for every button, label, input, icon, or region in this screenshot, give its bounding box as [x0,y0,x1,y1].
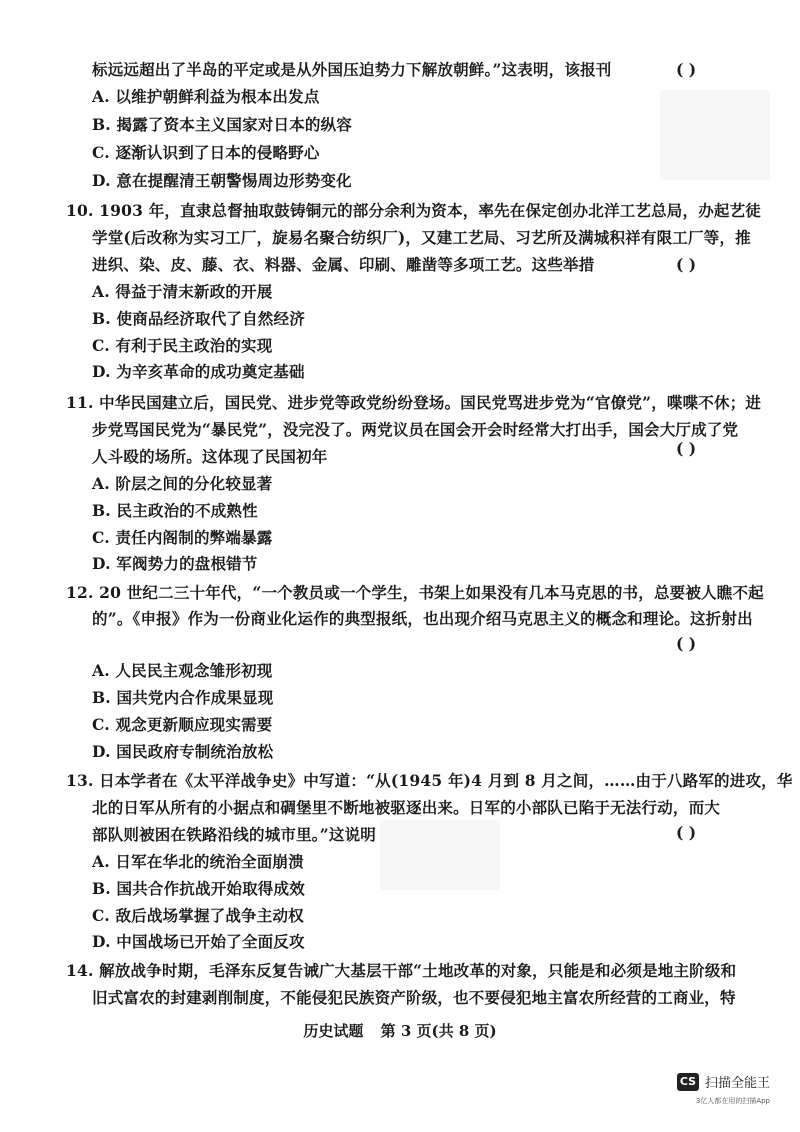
q13-option-c: C. 敌后战场掌握了战争主动权 [92,906,304,925]
q10-option-c: C. 有利于民主政治的实现 [92,336,273,355]
q9-option-c: C. 逐渐认识到了日本的侵略野心 [92,143,320,162]
q11-option-a: A. 阶层之间的分化较显著 [92,474,273,493]
q10-stem-line-2: 学堂(后改称为实习工厂，旋易名聚合纺织厂)，又建工艺局、习艺所及满城积祥有限工厂等，推 [92,228,751,247]
q11-stem-line-2: 步党骂国民党为“暴民党”，没完没了。两党议员在国会开会时经常大打出手，国会大厅成了党 [92,420,739,439]
q12-stem-line-1: 12. 20 世纪二三十年代，“一个教员或一个学生，书架上如果没有几本马克思的书，总要被人瞧不起 [66,583,764,602]
q12-option-c: C. 观念更新顺应现实需要 [92,715,273,734]
q13-option-a: A. 日军在华北的统治全面崩溃 [92,852,304,871]
q13-option-d: D. 中国战场已开始了全面反攻 [92,932,305,951]
watermark-title: 扫描全能王 [704,1076,770,1091]
q10-option-a: A. 得益于清末新政的开展 [92,282,273,301]
q13-option-b: B. 国共合作抗战开始取得成效 [92,879,305,898]
footer-subject: 历史试题 [303,1022,364,1040]
q11-option-b: B. 民主政治的不成熟性 [92,501,258,520]
q11-answer-paren: ( ) [676,439,697,458]
q9-option-a: A. 以维护朝鲜利益为根本出发点 [92,87,320,106]
q13-stem-line-3: 部队则被困在铁路沿线的城市里。”这说明 [92,825,376,844]
q10-answer-paren: ( ) [676,255,697,274]
q9-option-b: B. 揭露了资本主义国家对日本的纵容 [92,115,352,134]
q9-answer-paren: ( ) [676,60,697,79]
q11-stem-line-1: 11. 中华民国建立后，国民党、进步党等政党纷纷登场。国民党骂进步党为“官僚党”，喋喋不休；进 [66,393,762,412]
page-footer [0,1020,800,1041]
watermark-subtitle: 3亿人都在用的扫描App [695,1097,770,1105]
q10-stem-line-3: 进织、染、皮、藤、衣、料器、金属、印刷、雕凿等多项工艺。这些举措 [92,255,595,274]
q9-option-d: D. 意在提醒清王朝警惕周边形势变化 [92,171,352,190]
q10-option-b: B. 使商品经济取代了自然经济 [92,309,305,328]
footer-page-number: 第 3 页(共 8 页) [380,1022,497,1040]
q12-stem-line-2: 的”。《申报》作为一份商业化运作的典型报纸，也出现介绍马克思主义的概念和理论。这折射出 [92,609,753,628]
scanner-watermark [677,1072,770,1091]
q10-option-d: D. 为辛亥革命的成功奠定基础 [92,362,305,381]
q13-stem-line-1: 13. 日本学者在《太平洋战争史》中写道：“从(1945 年)4 月到 8 月之间，……由于八路军的进攻，华 [66,771,793,790]
q11-option-d: D. 军阀势力的盘根错节 [92,554,258,573]
q11-stem-line-3: 人斗殴的场所。这体现了民国初年 [92,447,328,466]
q14-stem-line-1: 14. 解放战争时期，毛泽东反复告诫广大基层干部“土地改革的对象，只能是和必须是地主阶级和 [66,961,737,980]
q9-stem-line: 标远远超出了半岛的平定或是从外国压迫势力下解放朝鲜。”这表明，该报刊 [92,60,612,79]
camscanner-logo-icon: CS [677,1073,699,1091]
q14-stem-line-2: 旧式富农的封建剥削制度，不能侵犯民族资产阶级，也不要侵犯地主富农所经营的工商业，特 [92,988,736,1007]
scan-smudge [380,820,500,890]
q12-option-d: D. 国民政府专制统治放松 [92,742,274,761]
q12-option-a: A. 人民民主观念雏形初现 [92,661,273,680]
q10-stem-line-1: 10. 1903 年，直隶总督抽取鼓铸铜元的部分余利为资本，率先在保定创办北洋工艺总局，办起艺徒 [66,201,762,220]
scan-smudge [660,90,770,180]
q12-answer-paren: ( ) [676,634,697,653]
q12-option-b: B. 国共党内合作成果显现 [92,688,274,707]
q13-answer-paren: ( ) [676,823,697,842]
q11-option-c: C. 责任内阁制的弊端暴露 [92,528,273,547]
q13-stem-line-2: 北的日军从所有的小据点和碉堡里不断地被驱逐出来。日军的小部队已陷于无法行动，而大 [92,798,721,817]
